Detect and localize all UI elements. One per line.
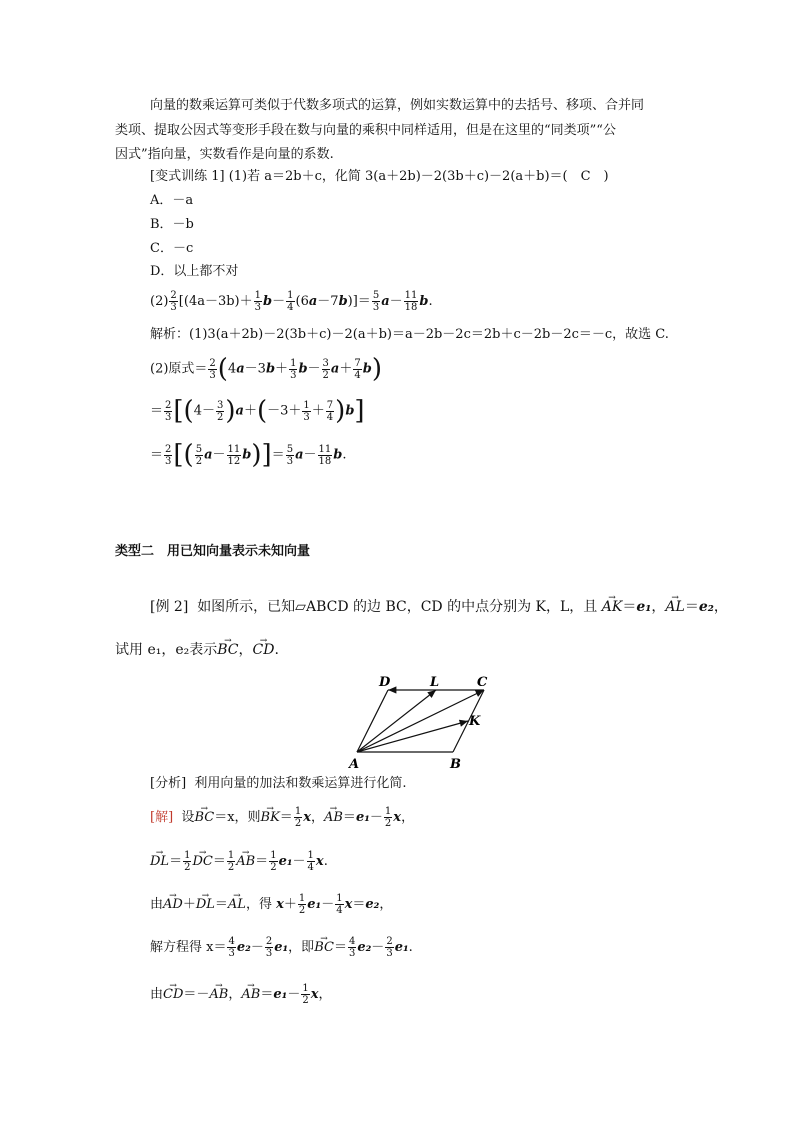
side-ad — [357, 690, 388, 752]
parallelogram-figure — [340, 672, 510, 772]
step3-a: 由 — [150, 897, 164, 912]
label-b: B — [450, 757, 461, 772]
label-c: C — [477, 675, 488, 690]
vector-ak — [357, 721, 468, 752]
answer-label: 解析： — [150, 327, 190, 342]
vector-al — [357, 690, 436, 752]
exercise-question-2: (2) $\frac{2}{3}$ [(4a－3b)＋ $\frac{1}{3}$ b－ $\frac{1}{4}$ (6a－7b)]＝ $\frac{5}{3}$ a－ $\frac{11}{18}$ b. — [150, 290, 433, 313]
solution-line-4: 解方程得 x＝ $\frac{4}{3}$ e₂－ $\frac{2}{3}$ e₁，即→ BC＝ $\frac{4}{3}$ e₂－ $\frac{2}{3}$ e₁. — [150, 936, 413, 959]
answer-2-prefix: (2)原式＝ — [150, 361, 208, 377]
intro-line-3: 因式”指向量，实数看作是向量的系数. — [115, 147, 334, 162]
option-c: C．－c — [150, 241, 194, 256]
answer-line-3: ＝ $\frac{2}{3}$ [(4－ $\frac{3}{2}$ )a＋(－3＋ $\frac{1}{3}$ ＋ $\frac{7}{4}$ )b] — [150, 396, 365, 426]
label-l: L — [430, 675, 440, 690]
analysis-label: [分析] — [150, 776, 187, 791]
example-line-1: [例 2] 如图所示，已知▱ABCD 的边 BC，CD 的中点分别为 K，L，且 → AK＝e₁，→ AL＝e₂， — [150, 598, 728, 616]
answer-line-2: (2)原式＝ $\frac{2}{3}$ (4a－3b＋ $\frac{1}{3}$ b－ $\frac{3}{2}$ a＋ $\frac{7}{4}$ b) — [150, 354, 382, 384]
step1-a: 设 — [181, 810, 195, 825]
vector-ac — [357, 690, 484, 752]
option-d: D．以上都不对 — [150, 264, 239, 279]
label-k: K — [469, 714, 481, 729]
answer-line-1 — [150, 326, 669, 344]
analysis-text: 利用向量的加法和数乘运算进行化简. — [194, 776, 407, 791]
intro-line-1: 向量的数乘运算可类似于代数多项式的运算，例如实数运算中的去括号、移项、合并同 — [150, 98, 645, 113]
option-b: B．－b — [150, 217, 194, 232]
label-a: A — [349, 757, 360, 772]
step5-a: 由 — [150, 987, 164, 1002]
label-d: D — [379, 675, 391, 690]
option-a: A．－a — [150, 193, 194, 208]
exercise-q1: (1)若 a＝2b＋c，化简 3(a＋2b)－2(3b＋c)－2(a＋b)＝( C ) — [228, 169, 609, 184]
step4-a: 解方程得 x＝ — [150, 940, 227, 955]
solution-line-2: → DL＝ $\frac{1}{2}$ → DC＝ $\frac{1}{2}$ → AB＝ $\frac{1}{2}$ e₁－ $\frac{1}{4}$ x. — [150, 850, 328, 873]
example-line-2: 试用 e₁，e₂表示→ BC，→ CD. — [115, 641, 279, 659]
q2-prefix: (2) — [150, 294, 169, 309]
answer-line-4: ＝ $\frac{2}{3}$ [( $\frac{5}{2}$ a－ $\frac{11}{12}$ b)]＝ $\frac{5}{3}$ a－ $\frac{11}{18}$ b. — [150, 440, 347, 470]
solution-line-1: [解] 设→ BC＝x，则→ BK＝ $\frac{1}{2}$ x，→ AB＝e₁－ $\frac{1}{2}$ x， — [150, 806, 414, 829]
exercise-label: [变式训练 1] — [150, 169, 225, 184]
intro-line-2: 类项、提取公因式等变形手段在数与向量的乘积中同样适用，但是在这里的“同类项”“公 — [115, 123, 616, 138]
q2-body: [(4a－3b)＋ — [178, 294, 253, 309]
analysis-line — [150, 775, 407, 793]
exercise-question-1 — [150, 168, 609, 186]
example-line-2-text: 试用 e₁，e₂表示 — [115, 642, 218, 658]
section-title: 类型二 用已知向量表示未知向量 — [115, 544, 311, 559]
step4-b: ，即 — [288, 940, 315, 955]
solution-line-5: 由→ CD＝－→ AB，→ AB＝e₁－ $\frac{1}{2}$ x， — [150, 983, 331, 1006]
solution-label: [解] — [150, 810, 174, 825]
example-text: 如图所示，已知▱ABCD 的边 BC，CD 的中点分别为 K，L，且 — [197, 599, 598, 615]
answer-1: (1)3(a＋2b)－2(3b＋c)－2(a＋b)＝a－2b－2c＝2b＋c－2b－2c＝－c，故选 C. — [189, 327, 669, 342]
step1-b: ＝x，则 — [214, 810, 261, 825]
solution-line-3: 由→ AD＋→ DL＝→ AL，得 x＋ $\frac{1}{2}$ e₁－ $\frac{1}{4}$ x＝e₂， — [150, 893, 392, 916]
example-label: [例 2] — [150, 599, 189, 615]
